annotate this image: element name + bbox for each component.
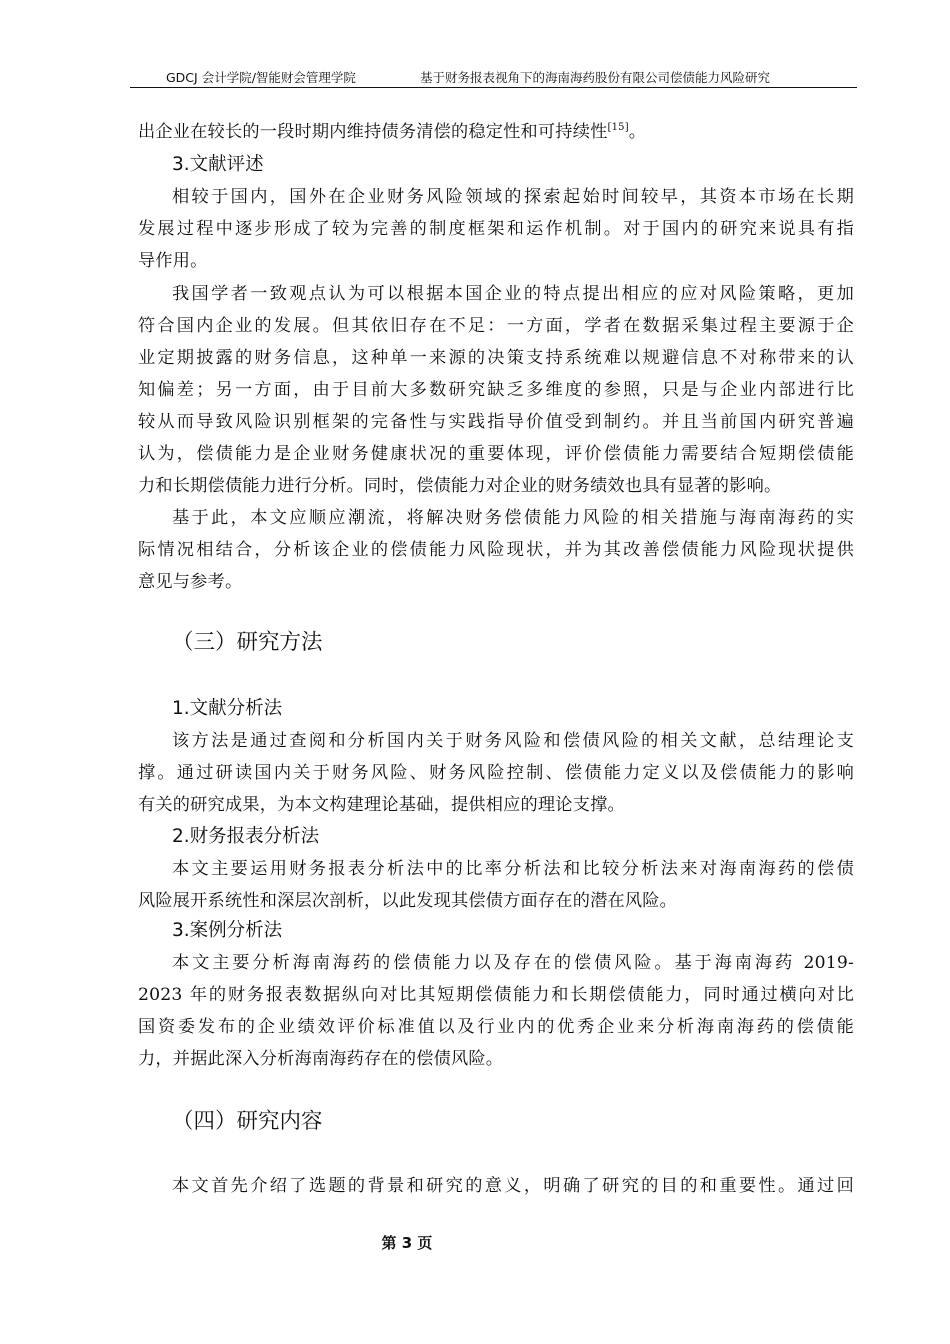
text-line: 本文主要分析海南海药的偿债能力以及存在的偿债风险。基于海南海药 2019- [172,953,854,973]
text-line: 撑。通过研读国内关于财务风险、财务风险控制、偿债能力定义以及偿债能力的影响 [138,763,854,783]
text-line: 基于此，本文应顺应潮流，将解决财务偿债能力风险的相关措施与海南海药的实 [172,508,854,528]
header-school: GDCJ 会计学院/智能财会管理学院 [166,70,356,85]
text-line: 2023 年的财务报表数据纵向对比其短期偿债能力和长期偿债能力，同时通过横向对比 [138,985,854,1005]
text-line: 本文首先介绍了选题的背景和研究的意义，明确了研究的目的和重要性。通过回 [172,1176,854,1196]
text-line: 较从而导致风险识别框架的完备性与实践指导价值受到制约。并且当前国内研究普遍 [138,412,854,432]
financial-statement-method-paragraph [138,853,854,917]
literature-method-paragraph [138,725,854,821]
intro-text: 出企业在较长的一段时期内维持债务清偿的稳定性和可持续性 [138,122,608,142]
text-line: 力，并据此深入分析海南海药存在的偿债风险。 [138,1049,504,1069]
subsection-heading-financial-statements: 2.财务报表分析法 [172,826,320,847]
page-header [130,66,857,86]
intro-end: 。 [628,122,647,142]
text-line: 国资委发布的企业绩效评价标准值以及行业内的优秀企业来分析海南海药的偿债能 [138,1017,854,1037]
review-paragraph-3 [138,502,854,598]
text-line: 导作用。 [138,251,208,271]
text-line: 力和长期偿债能力进行分析。同时，偿债能力对企业的财务绩效也具有显著的影响。 [138,476,782,496]
review-paragraph-2 [138,278,854,502]
section-heading-content: （四）研究内容 [172,1109,323,1134]
text-line: 该方法是通过查阅和分析国内关于财务风险和偿债风险的相关文献，总结理论支 [172,731,854,751]
text-line: 意见与参考。 [138,572,243,592]
citation: [15] [607,122,629,133]
intro-paragraph [138,116,854,148]
text-line: 认为，偿债能力是企业财务健康状况的重要体现，评价偿债能力需要结合短期偿债能 [138,444,854,464]
text-line: 知偏差；另一方面，由于目前大多数研究缺乏多维度的参照，只是与企业内部进行比 [138,380,854,400]
text-line: 相较于国内，国外在企业财务风险领域的探索起始时间较早，其资本市场在长期 [172,187,854,207]
text-line: 有关的研究成果，为本文构建理论基础，提供相应的理论支撑。 [138,795,625,815]
text-line: 符合国内企业的发展。但其依旧存在不足：一方面，学者在数据采集过程主要源于企 [138,316,854,336]
research-content-paragraph [138,1170,854,1202]
section-heading-methods: （三）研究方法 [172,630,323,655]
text-line: 业定期披露的财务信息，这种单一来源的决策支持系统难以规避信息不对称带来的认 [138,348,854,368]
page-number [0,1232,814,1253]
text-line: 际情况相结合，分析该企业的偿债能力风险现状，并为其改善偿债能力风险现状提供 [138,540,854,560]
subsection-heading-case-study: 3.案例分析法 [172,920,283,941]
header-thesis-title: 基于财务报表视角下的海南海药股份有限公司偿债能力风险研究 [420,70,771,85]
subsection-heading-literature: 1.文献分析法 [172,698,283,719]
text-line: 发展过程中逐步形成了较为完善的制度框架和运作机制。对于国内的研究来说具有指 [138,219,854,239]
review-paragraph-1 [138,181,854,277]
case-study-method-paragraph [138,947,854,1075]
text-line: 风险展开系统性和深层次剖析，以此发现其偿债方面存在的潜在风险。 [138,891,678,911]
text-line: 我国学者一致观点认为可以根据本国企业的特点提出相应的应对风险策略，更加 [172,284,854,304]
section-heading-review: 3.文献评述 [172,154,264,175]
page-number-label: 第 3 页 [381,1234,433,1252]
text-line: 本文主要运用财务报表分析法中的比率分析法和比较分析法来对海南海药的偿债 [172,859,854,879]
header-divider [130,87,857,88]
